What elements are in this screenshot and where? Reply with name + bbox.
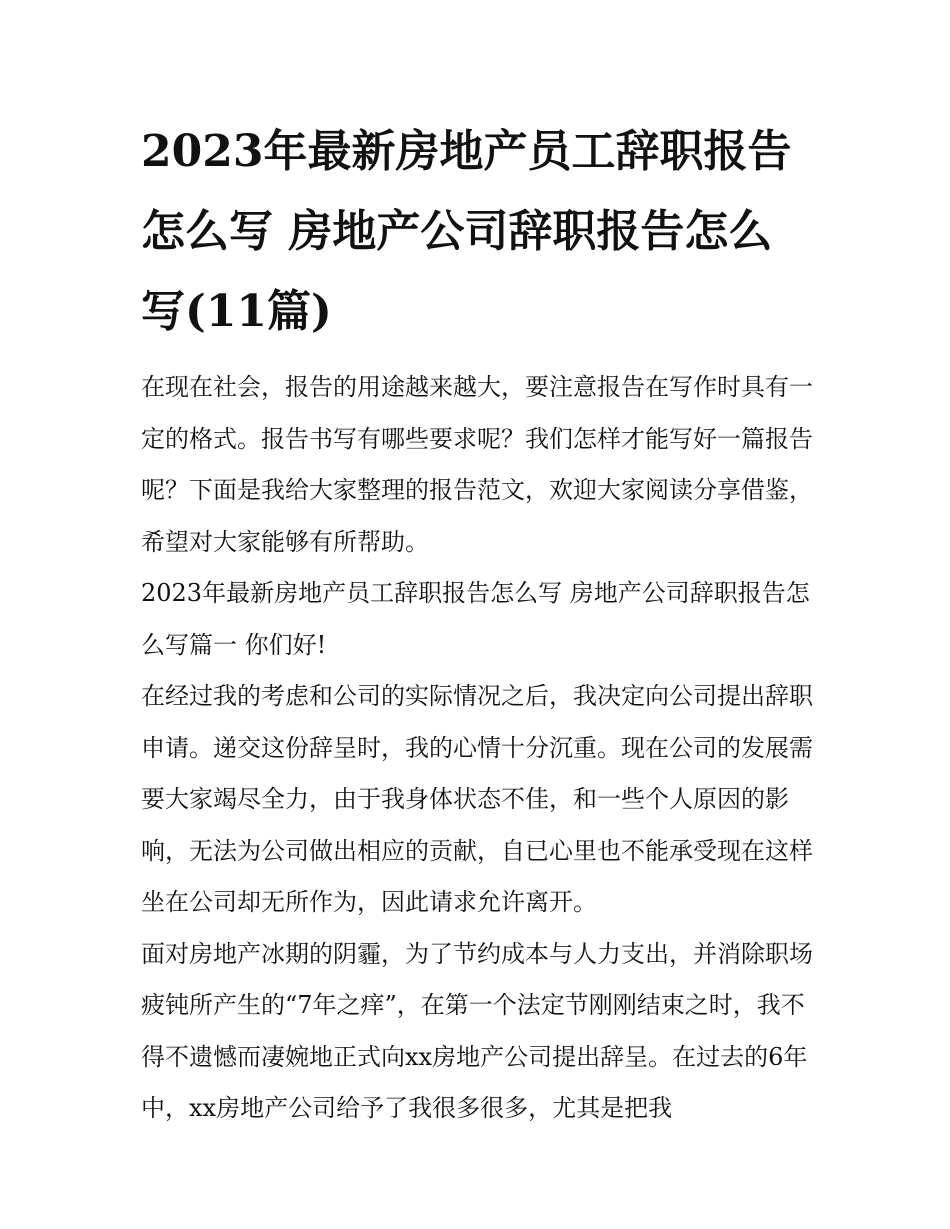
intro-paragraph: 在现在社会，报告的用途越来越大，要注意报告在写作时具有一定的格式。报告书写有哪些要求呢？我们怎样才能写好一篇报告呢？下面是我给大家整理的报告范文，欢迎大家阅读分享借鉴，希望对大家能够有所帮助。 [141,373,813,556]
document-title: 2023年最新房地产员工辞职报告怎么写 房地产公司辞职报告怎么写(11篇) [141,126,792,337]
section-heading-paragraph: 2023年最新房地产员工辞职报告怎么写 房地产公司辞职报告怎么写篇一 你们好! [141,579,810,659]
body-paragraph: 面对房地产冰期的阴霾，为了节约成本与人力支出，并消除职场疲钝所产生的“7年之痒”，在第一个法定节刚刚结束之时，我不得不遗憾而凄婉地正式向xx房地产公司提出辞呈。在过去的6年中，xx房地产公司给予了我很多很多，尤其是把我 [141,939,813,1122]
document-page [141,112,813,1135]
body-paragraph: 在经过我的考虑和公司的实际情况之后，我决定向公司提出辞职申请。递交这份辞呈时，我的心情十分沉重。现在公司的发展需要大家竭尽全力，由于我身体状态不佳，和一些个人原因的影响，无法为公司做出相应的贡献，自已心里也不能承受现在这样坐在公司却无所作为，因此请求允许离开。 [141,682,813,916]
